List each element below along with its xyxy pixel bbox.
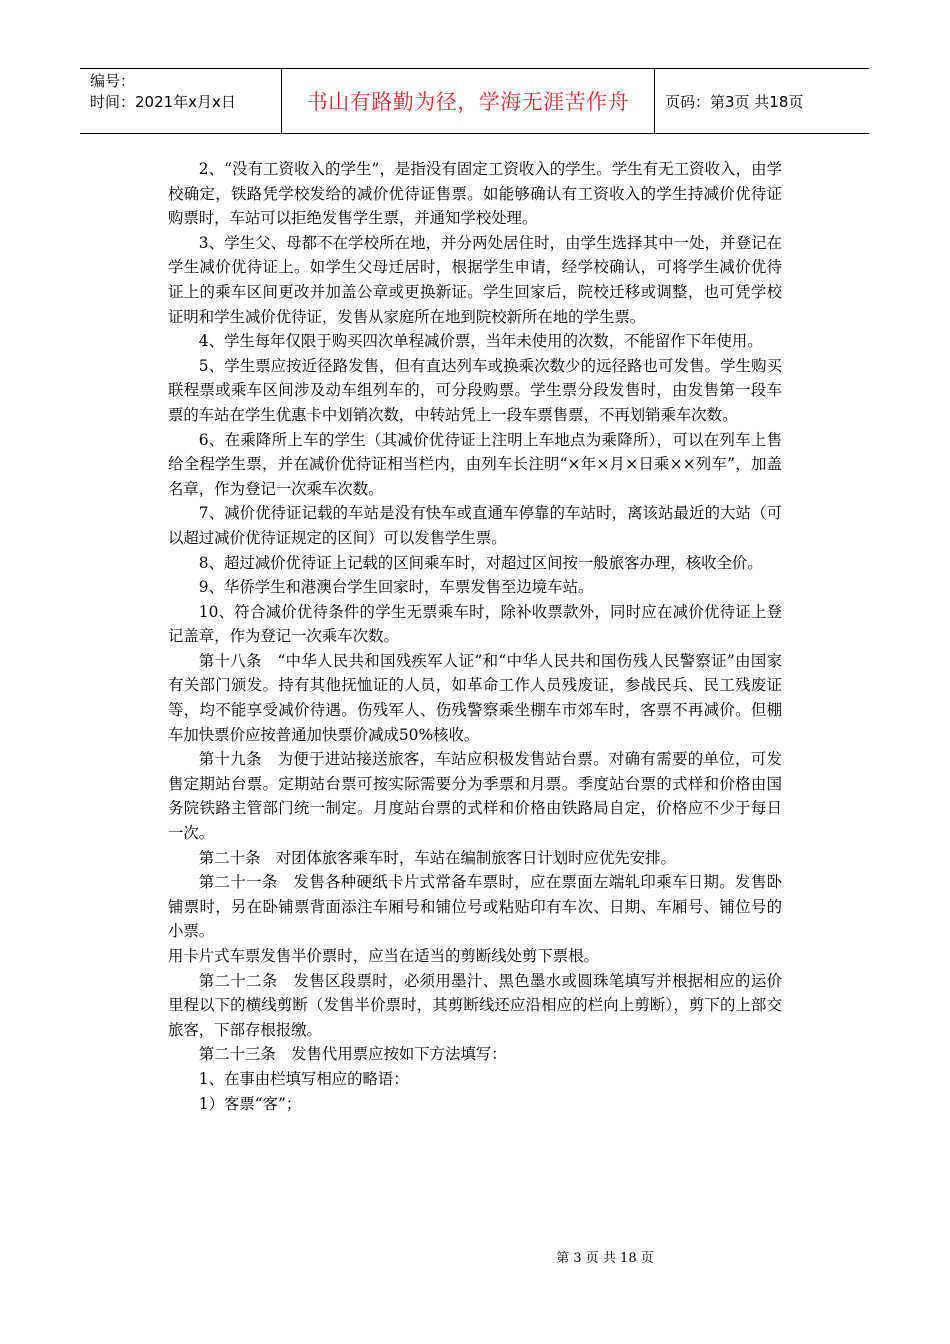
paragraph: 5、学生票应按近径路发售，但有直达列车或换乘次数少的远径路也可发售。学生购买联程票或乘车区间涉及动车组列车的，可分段购票。学生票分段发售时，由发售第一段车票的车站在学生优惠卡中划销次数，中转站凭上一段车票售票，不再划销乘车次数。 <box>168 356 782 424</box>
article-21: 第二十一条 发售各种硬纸卡片式常备车票时，应在票面左端轧印乘车日期。发售卧铺票时，另在卧铺票背面添注车厢号和铺位号或粘贴印有车次、日期、车厢号、铺位号的小票。 <box>168 873 782 941</box>
paragraph: 3、学生父、母都不在学校所在地，并分两处居住时，由学生选择其中一处，并登记在学生减价优待证上。如学生父母迁居时，根据学生申请，经学校确认，可将学生减价优待证上的乘车区间更改并加盖公章或更换新证。学生回家后，院校迁移或调整，也可凭学校证明和学生减价优待证，发售从家庭所在地到院校新所在地的学生票。 <box>168 233 782 326</box>
page-footer <box>0 1247 950 1266</box>
paragraph: 1）客票“客”； <box>198 1094 302 1113</box>
paragraph: 2、“没有工资收入的学生”，是指没有固定工资收入的学生。学生有无工资收入，由学校确定，铁路凭学校发给的减价优待证售票。如能够确认有工资收入的学生持减价优待证购票时，车站可以拒绝发售学生票，并通知学校处理。 <box>168 160 782 228</box>
document-date-label: 时间：2021年x月x日 <box>90 93 236 111</box>
page-header <box>80 68 869 134</box>
article-20: 第二十条 对团体旅客乘车时，车站在编制旅客日计划时应优先安排。 <box>198 848 676 867</box>
header-meta <box>80 69 282 133</box>
paragraph: 用卡片式车票发售半价票时，应当在适当的剪断线处剪下票根。 <box>168 947 599 965</box>
header-motto: 书山有路勤为径，学海无涯苦作舟 <box>282 69 655 133</box>
paragraph: 4、学生每年仅限于购买四次单程减价票，当年未使用的次数，不能留作下年使用。 <box>198 332 763 351</box>
document-number-label: 编号： <box>90 72 136 90</box>
article-22: 第二十二条 发售区段票时，必须用墨汁、黑色墨水或圆珠笔填写并根据相应的运价里程以下的横线剪断（发售半价票时，其剪断线还应沿相应的栏向上剪断），剪下的上部交旅客，下部存根报缴。 <box>168 971 782 1039</box>
document-body <box>168 157 782 1116</box>
paragraph: 7、减价优待证记载的车站是没有快车或直通车停靠的车站时，离该站最近的大站（可以超过减价优待证规定的区间）可以发售学生票。 <box>168 504 782 547</box>
header-page-number: 页码：第3页 共18页 <box>665 92 804 111</box>
footer-page-number: 第 3 页 共 18 页 <box>556 1251 654 1266</box>
article-19: 第十九条 为便于进站接送旅客，车站应积极发售站台票。对确有需要的单位，可发售定期站台票。定期站台票可按实际需要分为季票和月票。季度站台票的式样和价格由国务院铁路主管部门统一制定。月度站台票的式样和价格由铁路局自定，价格应不少于每日一次。 <box>168 750 782 843</box>
paragraph: 8、超过减价优待证上记载的区间乘车时，对超过区间按一般旅客办理，核收全价。 <box>198 553 763 572</box>
article-23: 第二十三条 发售代用票应按如下方法填写： <box>198 1045 507 1064</box>
paragraph: 9、华侨学生和港澳台学生回家时，车票发售至边境车站。 <box>198 578 594 597</box>
paragraph: 10、符合减价优待条件的学生无票乘车时，除补收票款外，同时应在减价优待证上登记盖章，作为登记一次乘车次数。 <box>168 602 782 646</box>
paragraph: 6、在乘降所上车的学生（其减价优待证上注明上车地点为乘降所），可以在列车上售给全程学生票，并在减价优待证相当栏内，由列车长注明“×年×月×日乘××列车”，加盖名章，作为登记一次乘车次数。 <box>168 430 782 498</box>
article-18: 第十八条 “中华人民共和国残疾军人证”和“中华人民共和国伤残人民警察证”由国家有关部门颁发。持有其他抚恤证的人员，如革命工作人员残废证，参战民兵、民工残废证等，均不能享受减价待遇。伤残军人、伤残警察乘坐棚车市郊车时，客票不再减价。但棚车加快票价应按普通加快票价减成50%核收。 <box>168 651 782 744</box>
paragraph: 1、在事由栏填写相应的略语： <box>198 1069 409 1088</box>
